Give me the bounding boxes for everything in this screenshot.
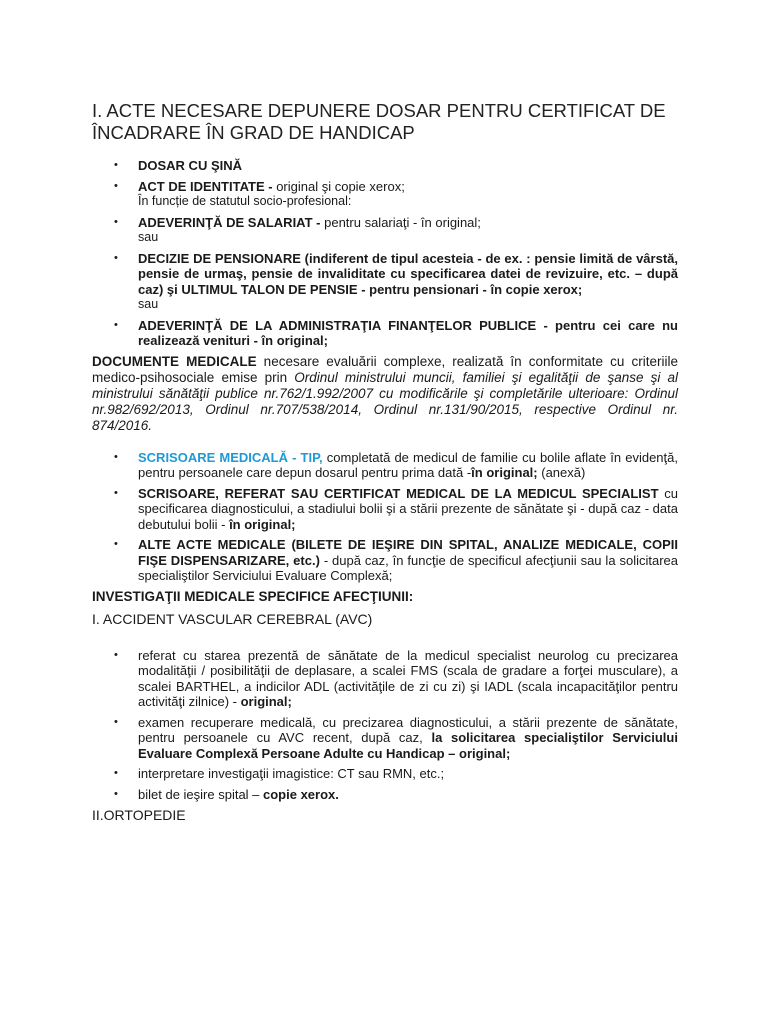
acte-list [92, 158, 678, 349]
bullet-icon: • [114, 159, 118, 171]
documente-medicale-paragraph: DOCUMENTE MEDICALE necesare evaluării complexe, realizată în conformitate cu criteriile medico-psihosociale emise prin Ordinul ministrului muncii, familiei şi egalităţii de şanse şi al ministrului sănătăţii publice nr.762/1.992/2007 cu modificările şi completările ulterioare: Ordinul nr.982/692/2013, Ordinul nr.707/538/2014, Ordinul nr.131/90/2015, respective Ordinul nr. 874/2016. [92, 353, 678, 433]
document-page [92, 100, 678, 844]
medicale-list [92, 450, 678, 584]
page-title: I. ACTE NECESARE DEPUNERE DOSAR PENTRU CERTIFICAT DE ÎNCADRARE ÎN GRAD DE HANDICAP [92, 100, 666, 143]
ortopedie-heading: II.ORTOPEDIE [92, 807, 186, 823]
list-item: • ADEVERINŢĂ DE LA ADMINISTRAŢIA FINANŢELOR PUBLICE - pentru cei care nu realizează venituri - în original; [114, 317, 678, 348]
list-item: • DECIZIE DE PENSIONARE (indiferent de tipul acesteia - de ex. : pensie limită de vârstă, pensie de urmaş, pensie de invaliditate cu specificarea datei de revizuire, etc. – după caz) şi ULTIMUL TALON DE PENSIE - pentru pensionari - în copie xerox; sau [114, 250, 678, 311]
investigatii-heading: INVESTIGAŢII MEDICALE SPECIFICE AFECŢIUNII: [92, 588, 414, 604]
bullet-icon: • [114, 715, 118, 728]
list-item: • DOSAR CU ŞINĂ [114, 158, 243, 173]
bullet-icon: • [114, 318, 118, 331]
list-item-note: sau [138, 297, 159, 311]
list-item: • bilet de ieşire spital – copie xerox. [114, 786, 339, 802]
avc-heading: I. ACCIDENT VASCULAR CEREBRAL (AVC) [92, 610, 373, 627]
list-item: • interpretare investigaţii imagistice: CT sau RMN, etc.; [114, 766, 445, 781]
list-item-note: În funcție de statutul socio-profesional: [138, 194, 352, 208]
avc-list [92, 648, 678, 803]
bullet-icon: • [114, 648, 118, 661]
list-item: • SCRISOARE MEDICALĂ - TIP, completată de medicul de familie cu bolile aflate în evidenţă, pentru persoanele care depun dosarul pentru prima dată -în original; (anexă) [114, 449, 678, 480]
list-item: • ACT DE IDENTITATE - original şi copie xerox; În funcție de statutul socio-profesional: [138, 179, 678, 210]
list-item: • ALTE ACTE MEDICALE (BILETE DE IEŞIRE DIN SPITAL, ANALIZE MEDICALE, COPII FIŞE DISPENSARIZARE, etc.) - după caz, în funcţie de specificul afecţiunii sau la solicitarea specialiştilor Serviciului Evaluare Complexă; [114, 537, 678, 583]
list-item: • SCRISOARE, REFERAT SAU CERTIFICAT MEDICAL DE LA MEDICUL SPECIALIST cu specificarea diagnosticului, a stadiului bolii şi a stării prezente de sănătate şi - după caz - data debutului bolii - în original; [114, 485, 678, 532]
bullet-icon: • [114, 215, 118, 228]
list-item-note: sau [138, 230, 159, 244]
bullet-icon: • [114, 450, 118, 463]
bullet-icon: • [114, 787, 118, 800]
bullet-icon: • [114, 538, 118, 550]
scrisoare-medicala-link[interactable]: SCRISOARE MEDICALĂ - TIP, [138, 449, 323, 465]
bullet-icon: • [114, 251, 118, 264]
list-item: • ADEVERINŢĂ DE SALARIAT - pentru salariaţi - în original; sau [138, 215, 678, 246]
list-item: • referat cu starea prezentă de sănătate de la medicul specialist neurolog cu precizarea modalităţii / posibilităţii de deplasare, a scalei FMS (scala de gradare a forţei musculare), a scalei BARTHEL, a indicilor ADL (activităţile de zi cu zi) şi IADL (scala incapacităţilor pentru activităţi zilnice) - original; [114, 647, 678, 709]
bullet-icon: • [114, 486, 118, 499]
list-item: • examen recuperare medicală, cu precizarea diagnosticului, a stării prezente de sănătate, pentru persoanele cu AVC recent, după caz, la solicitarea specialiştilor Serviciului Evaluare Complexă Persoane Adulte cu Handicap – original; [114, 714, 678, 761]
bullet-icon: • [114, 179, 118, 192]
bullet-icon: • [114, 767, 118, 779]
